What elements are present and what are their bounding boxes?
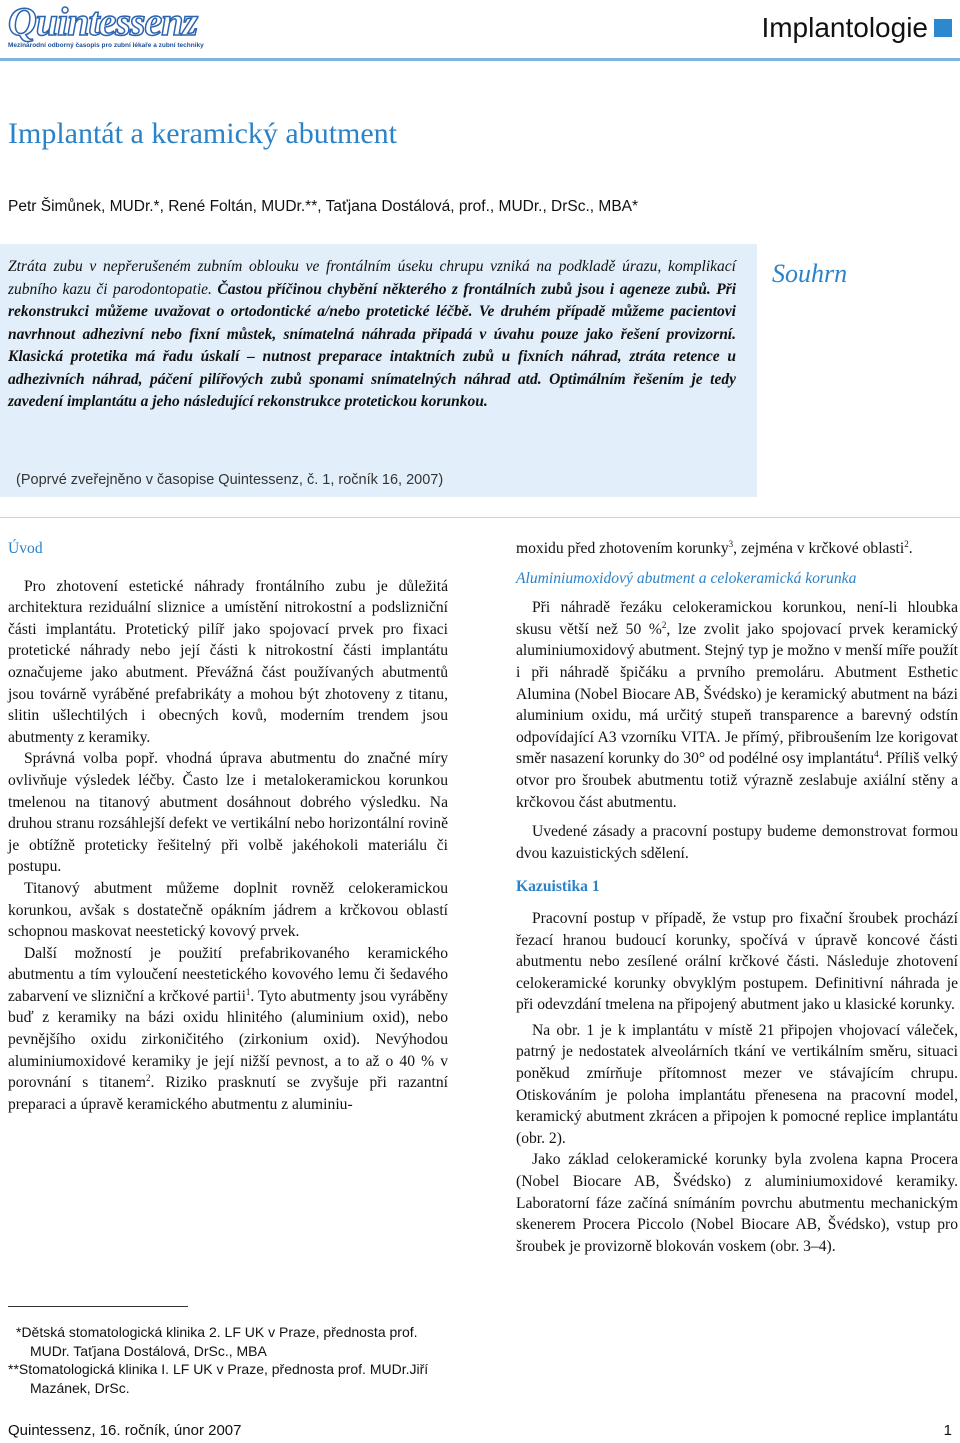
footnotes (8, 1323, 458, 1397)
logo-tagline: Mezinárodní odborný časopis pro zubní lékaře a zubní techniky (8, 42, 204, 49)
section-square-icon (934, 19, 952, 37)
section-title: Implantologie (761, 12, 928, 43)
footnote: **Stomatologická klinika I. LF UK v Praze, přednosta prof. MUDr.Jiří Mazánek, DrSc. (8, 1361, 429, 1396)
logo-wordmark: Quintessenz (8, 0, 198, 44)
paragraph: Správná volba popř. vhodná úprava abutmentu do značné míry ovlivňuje výsledek léčby. Často lze i metalokeramickou korunkou tmelenou na titanový abutment dosáhnout dobrého výsledku. Na druhou stranu rozsáhlejší defekt ve vertikální nebo horizontální rovině je obtížně proteticky řešitelný při volbě jakéhokoli materiálu či postupu. (8, 750, 448, 876)
summary-heading: Souhrn (772, 259, 848, 288)
footnote: *Dětská stomatologická klinika 2. LF UK v Praze, přednosta prof. MUDr. Taťjana Dostálová, DrSc., MBA (16, 1324, 418, 1359)
page-number: 1 (943, 1422, 952, 1439)
article-title: Implantát a keramický abutment (8, 117, 398, 150)
header-divider (0, 58, 960, 61)
paragraph: Další možností je použití prefabrikovaného keramického abutmentu a tím vyloučení neestetického kovového lemu či šedavého zabarvení ve slizniční a krčkové partii$^1$. Tyto abutmenty jsou vyráběny buď z keramiky na bázi oxidu hlinitého (aluminium oxid), nebo pevnějšího oxidu zirkoničitého (zirkonium oxid). Nevýhodou aluminiumoxidové keramiky je její nižší pevnost, a to až o 40 % v porovnání s titanem$^2$. Riziko prasknutí se zvyšuje při razantní preparaci a úpravě keramického abutmentu z aluminiu- (8, 944, 448, 1113)
paragraph: moxidu před zhotovením korunky$^3$, zejména v krčkové oblasti$^2$. (516, 538, 913, 557)
summary-main: Častou příčinou chybění některého z frontálních zubů jsou i ageneze zubů. Při rekonstrukci můžeme uvažovat o ortodontické a/nebo protetické léčbě. Ve druhém případě můžeme pacientovi navrhnout adhezivní nebo fixní můstek, snímatelná náhrada připadá v úvahu pouze jako řešení provizorní. Klasická protetika má řadu úskalí – nutnost preparace intaktních zubů u fixních náhrad, ztráta retence u adhezivních náhrad, páčení pilířových zubů sponami snímatelných náhrad atd. Optimálním řešením je tedy zavedení implantátu a jeho následující rekonstrukce protetickou korunkou. (8, 280, 736, 410)
subsection-heading-alumina: Aluminiumoxidový abutment a celokeramická korunka (516, 569, 857, 587)
journal-logo (8, 2, 223, 54)
left-column (8, 538, 448, 1115)
paragraph: Uvedené zásady a pracovní postupy budeme demonstrovat formou dvou kazuistických sdělení. (516, 823, 958, 862)
paragraph: Jako základ celokeramické korunky byla zvolena kapna Procera (Nobel Biocare AB, Švédsko) z aluminiumoxidové keramiky. Laboratorní fáze začíná snímáním povrchu abutmentu mechanickým skenerem Procera Piccolo (Nobel Biocare AB, Švédsko), vstup pro šroubek je provizorně blokován voskem (obr. 3–4). (516, 1151, 958, 1255)
article-authors: Petr Šimůnek, MUDr.*, René Foltán, MUDr.**, Taťjana Dostálová, prof., MUDr., DrSc., MBA* (8, 198, 639, 215)
paragraph: Pro zhotovení estetické náhrady frontálního zubu je důležitá architektura reziduální sliznice a umístění nitrokostní a podslizniční části implantátu. Protetický pilíř jako spojovací prvek pro fixaci protetické náhrady nebo její části k nitrokostní části implantátu označujeme jako abutment. Převážná část používaných abutmentů jsou továrně vyráběné prefabrikáty a mohou být zhotoveny z titanu, slitin ušlechtilých i obecných kovů, moderním trendem jsou abutmenty z keramiky. (8, 577, 448, 746)
case-heading: Kazuistika 1 (516, 878, 600, 896)
footnote-divider (8, 1306, 188, 1307)
right-column (516, 538, 958, 1257)
summary-source: (Poprvé zveřejněno v časopise Quintessenz, č. 1, ročník 16, 2007) (16, 472, 444, 488)
footer-journal: Quintessenz, 16. ročník, únor 2007 (8, 1422, 242, 1439)
paragraph: Na obr. 1 je k implantátu v místě 21 připojen vhojovací váleček, patrný je nedostatek alveolárních tkání ve vertikálním směru, situaci poněkud zmírňuje přítomnost mezer ve stávajícím chrupu. Otiskováním je poloha implantátu přenesena na pracovní model, keramický abutment zkrácen a připojen k pomocné replice implantátu (obr. 2). (516, 1021, 958, 1147)
summary-text (8, 256, 736, 414)
summary-divider (0, 517, 960, 518)
paragraph: Titanový abutment můžeme doplnit rovněž celokeramickou korunkou, avšak s dostatečně opákním jádrem a krčkovou oblastí schopnou maskovat neestetický kovový prvek. (8, 879, 448, 941)
section-heading-uvod: Úvod (8, 540, 43, 557)
paragraph: Při náhradě řezáku celokeramickou korunkou, není-li hloubka skusu větší než 50 %$^2$, lze zvolit jako spojovací prvek keramický aluminiumoxidový abutment. Stejný typ je možno v menší míře použít i při náhradě špičáku a prvního premoláru. Abutment Esthetic Alumina (Nobel Biocare AB, Švédsko) je keramický abutment na bázi aluminium oxidu, má určitý stupeň transparence a barevný odstín odpovídající A3 vzorníku VITA. Je přímý, přibroušením lze korigovat směr nasazení korunky do 30° od podélné osy implantátu$^4$. Příliš velký otvor pro šroubek abutmentu totiž výrazně zeslabuje axiální stěny a krčkovou část abutmentu. (516, 599, 959, 811)
paragraph: Pracovní postup v případě, že vstup pro fixační šroubek prochází řezací hranou budoucí korunky, spočívá v úpravě koncové části abutmentu nebo zesílené orální krčkové části. Následuje zhotovení celokeramické korunky obvyklým postupem. Definitivní náhrada je při odevzdání tmelena na připojený abutment jako u klasické korunky. (516, 909, 958, 1014)
summary-intro: Ztráta zubu v nepřerušeném zubním oblouku ve frontálním úseku chrupu vzniká na podkladě úrazu, komplikací zubního kazu či parodontopatie. (8, 258, 736, 298)
